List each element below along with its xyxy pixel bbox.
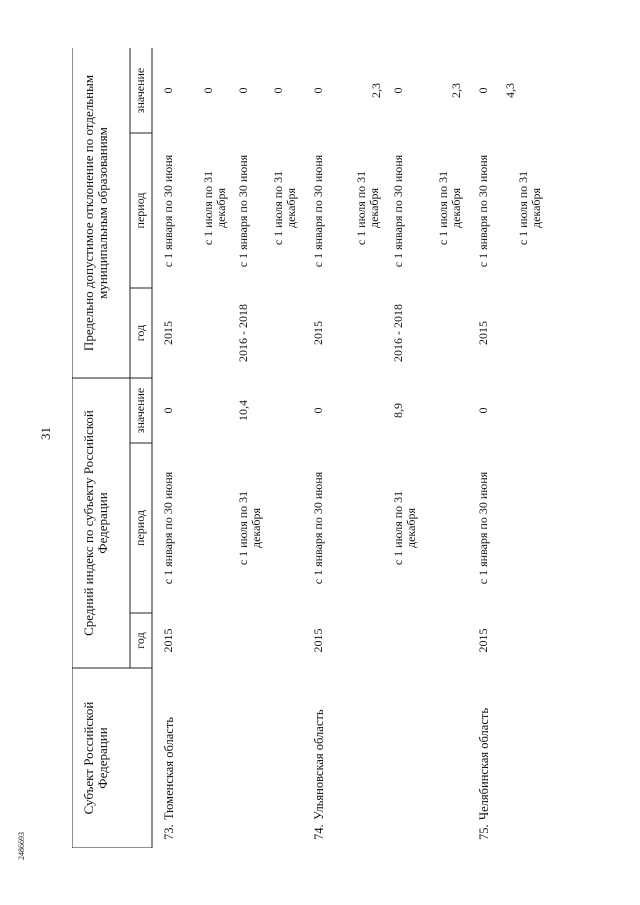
row-number: 73. <box>162 824 176 840</box>
header-avg-index: Средний индекс по субъекту Российской Федерации <box>81 410 110 636</box>
dev-col-period: период <box>133 192 147 229</box>
row-number: 75. <box>477 824 491 840</box>
avg-value: 0 <box>311 407 325 414</box>
region-name: Челябинская область <box>477 707 491 820</box>
avg-period: с 1 января по 30 июня <box>161 471 175 585</box>
dev-year: 2016 - 2018 <box>236 304 250 362</box>
dev-value: 0 <box>236 87 250 94</box>
avg-period: с 1 января по 30 июня <box>476 471 490 585</box>
dev-period: с 1 января по 30 июня <box>161 154 175 268</box>
dev-period: с 1 июля по 31 декабря <box>354 170 381 246</box>
dev-period: с 1 июля по 31 декабря <box>201 170 228 246</box>
region-name: Тюменская область <box>162 717 176 820</box>
avg-period: с 1 января по 30 июня <box>311 471 325 585</box>
dev-period: с 1 января по 30 июня <box>476 154 490 268</box>
region-name: Ульяновская область <box>312 709 326 820</box>
avg-year: 2015 <box>311 628 325 653</box>
avg-period: с 1 июля по 31 декабря <box>391 490 418 566</box>
dev-period: с 1 июля по 31 декабря <box>436 170 463 246</box>
dev-year: 2015 <box>161 321 175 345</box>
row-number: 74. <box>312 824 326 840</box>
avg-year: 2015 <box>161 628 175 653</box>
dev-value: 0 <box>201 87 215 94</box>
dev-year: 2015 <box>476 321 490 345</box>
dev-value: 0 <box>271 87 285 94</box>
document-code: 2486693 <box>17 832 26 860</box>
avg-value: 8,9 <box>391 403 405 418</box>
dev-period: с 1 января по 30 июня <box>391 154 405 268</box>
dev-value: 2,3 <box>449 83 463 98</box>
avg-value: 10,4 <box>236 400 250 421</box>
dev-period: с 1 января по 30 июня <box>311 154 325 268</box>
dev-col-year: год <box>133 324 147 342</box>
header-subject: Субъект Российской Федерации <box>81 701 110 815</box>
avg-year: 2015 <box>476 628 490 653</box>
avg-col-year: год <box>133 632 147 649</box>
dev-period: с 1 июля по 31 декабря <box>516 170 543 246</box>
dev-col-value: значение <box>133 67 147 114</box>
avg-value: 0 <box>161 407 175 414</box>
dev-year: 2015 <box>311 321 325 345</box>
dev-value: 0 <box>311 87 325 94</box>
rotated-table <box>72 48 552 848</box>
dev-year: 2016 - 2018 <box>391 304 405 362</box>
avg-value: 0 <box>476 407 490 414</box>
dev-value: 0 <box>161 87 175 94</box>
dev-period: с 1 января по 30 июня <box>236 154 250 268</box>
dev-value: 0 <box>391 87 405 94</box>
avg-period: с 1 июля по 31 декабря <box>236 490 263 566</box>
dev-value: 4,3 <box>503 83 517 98</box>
avg-col-value: значение <box>133 387 147 434</box>
dev-value: 2,3 <box>369 83 383 98</box>
dev-period: с 1 июля по 31 декабря <box>271 170 298 246</box>
page-number: 31 <box>38 427 53 440</box>
header-max-deviation: Предельно допустимое отклонение по отдельным муниципальным образованиям <box>81 74 110 352</box>
dev-value: 0 <box>476 87 490 94</box>
avg-col-period: период <box>133 510 147 546</box>
